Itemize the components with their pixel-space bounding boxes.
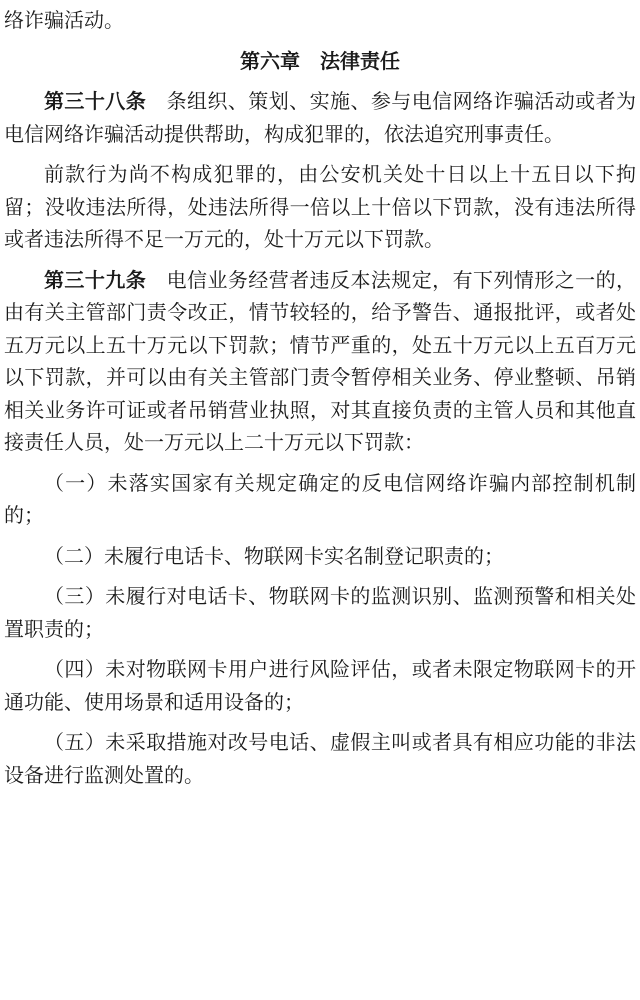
list-item-3: （三）未履行对电话卡、物联网卡的监测识别、监测预警和相关处置职责的； bbox=[4, 584, 636, 641]
article-38-label: 第三十八条 bbox=[44, 89, 147, 113]
list-item-5: （五）未采取措施对改号电话、虚假主叫或者具有相应功能的非法设备进行监测处置的。 bbox=[4, 730, 636, 787]
list-item-2: （二）未履行电话卡、物联网卡实名制登记职责的； bbox=[44, 543, 504, 568]
article-38 bbox=[0, 85, 640, 150]
chapter-title: 第六章 法律责任 bbox=[240, 48, 400, 73]
continuation-line: 络诈骗活动。 bbox=[4, 8, 124, 32]
article-39-label: 第三十九条 bbox=[44, 267, 147, 292]
article-39-text: 电信业务经营者违反本法规定，有下列情形之一的，由有关主管部门责令改正，情节较轻的，给予警告、通报批评，或者处五万元以上五十万元以下罚款；情节严重的，处五十万元以上五百万元以下罚款，并可以由有关主管部门责令暂停相关业务、停业整顿、吊销相关业务许可证或者吊销营业执照，对其直接负责的主管人员和其他直接责任人员，处一万元以上二十万元以下罚款： bbox=[4, 267, 637, 454]
article-38-paragraph-2: 前款行为尚不构成犯罪的，由公安机关处十日以上十五日以下拘留；没收违法所得，处违法所得一倍以上十倍以下罚款，没有违法所得或者违法所得不足一万元的，处十万元以下罚款。 bbox=[4, 162, 636, 251]
article-39 bbox=[0, 264, 640, 459]
list-item-4: （四）未对物联网卡用户进行风险评估，或者未限定物联网卡的开通功能、使用场景和适用设备的； bbox=[4, 657, 636, 714]
article-38-text: 条组织、策划、实施、参与电信网络诈骗活动或者为电信网络诈骗活动提供帮助，构成犯罪的，依法追究刑事责任。 bbox=[4, 89, 637, 146]
list-item-1: （一）未落实国家有关规定确定的反电信网络诈骗内部控制机制的； bbox=[4, 470, 636, 527]
